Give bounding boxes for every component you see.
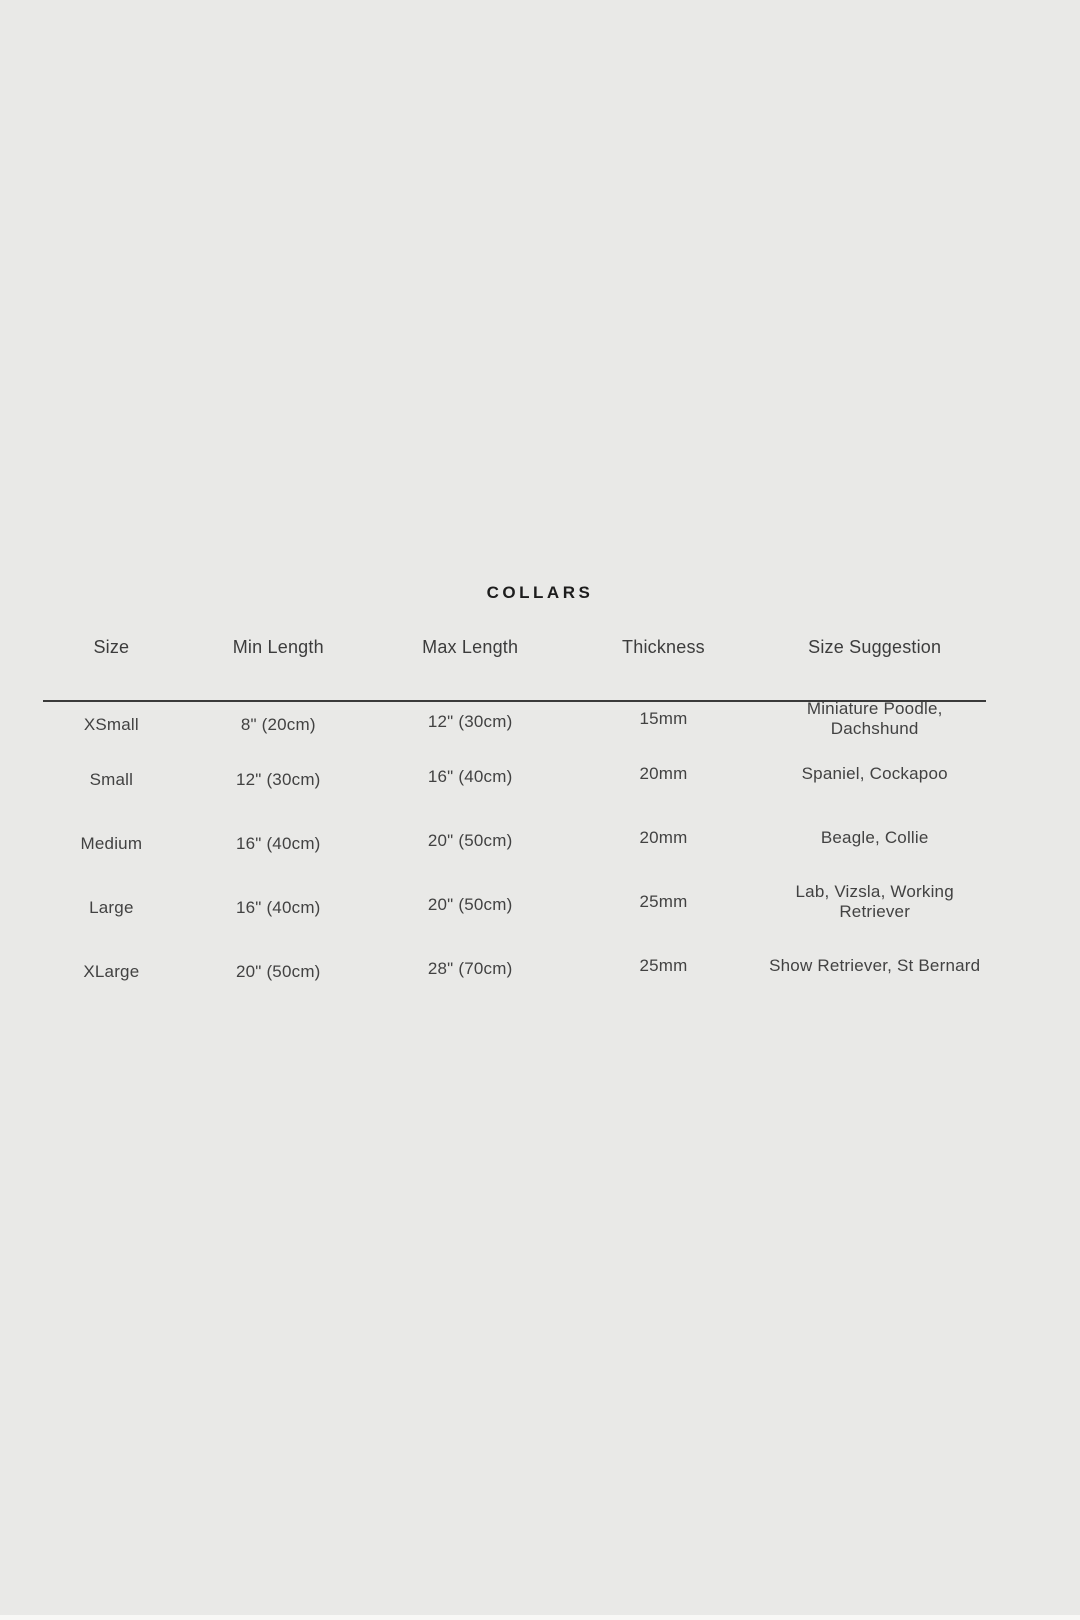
cell-thickness: 20mm [639,828,688,847]
cell-min-length: 16" (40cm) [235,834,321,853]
cell-size: Large [89,898,134,917]
column-header-min-length: Min Length [232,636,324,657]
table-row [43,876,986,940]
cell-min-length: 16" (40cm) [235,898,321,917]
cell-max-length: 12" (30cm) [427,712,513,731]
bottom-edge-strip [0,1615,1080,1620]
cell-size-suggestion: Miniature Poodle, Dachshund [806,699,943,738]
cell-size: Medium [80,834,143,853]
table-row [43,812,986,876]
cell-min-length: 8" (20cm) [240,715,316,734]
page-title: COLLARS [486,583,594,602]
cell-size-suggestion: Show Retriever, St Bernard [769,956,981,975]
cell-max-length: 28" (70cm) [427,959,513,978]
cell-thickness: 25mm [639,956,688,975]
table-header-row [43,630,986,664]
cell-size-suggestion: Lab, Vizsla, Working Retriever [795,882,954,921]
collars-size-table [43,630,986,1004]
table-body [43,699,986,1004]
cell-max-length: 20" (50cm) [427,831,513,850]
cell-size: XLarge [83,962,140,981]
cell-size-suggestion: Beagle, Collie [820,828,929,847]
table-row [43,748,986,812]
column-header-size: Size [93,636,130,657]
cell-max-length: 20" (50cm) [427,895,513,914]
column-header-size-suggestion: Size Suggestion [808,636,942,657]
cell-thickness: 25mm [639,892,688,911]
column-header-thickness: Thickness [622,636,705,657]
cell-size: XSmall [83,715,139,734]
table-row [43,699,986,748]
table-row [43,940,986,1004]
cell-thickness: 20mm [639,764,688,783]
cell-min-length: 12" (30cm) [235,770,321,789]
column-header-max-length: Max Length [422,636,519,657]
cell-thickness: 15mm [639,709,688,728]
cell-min-length: 20" (50cm) [235,962,321,981]
cell-size: Small [89,770,134,789]
cell-max-length: 16" (40cm) [427,767,513,786]
cell-size-suggestion: Spaniel, Cockapoo [801,764,948,783]
